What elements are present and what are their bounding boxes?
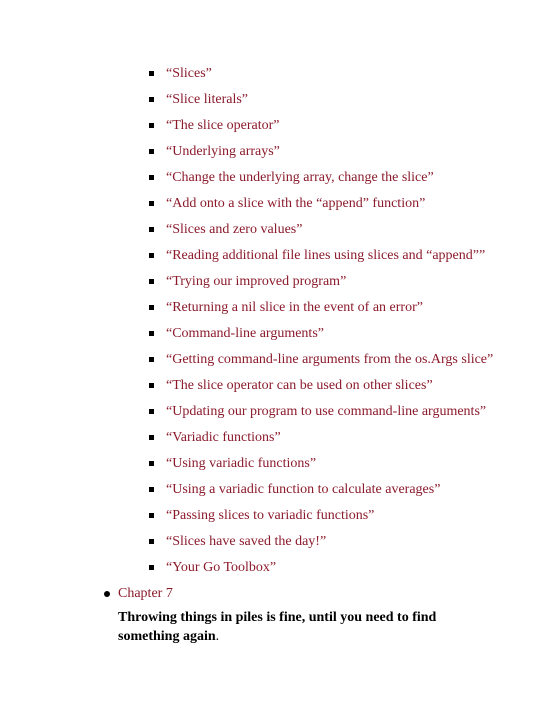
section-link[interactable]: “Change the underlying array, change the slice” xyxy=(166,170,434,185)
square-bullet-icon xyxy=(149,201,154,206)
section-item xyxy=(148,116,493,142)
section-item xyxy=(148,220,493,246)
section-item xyxy=(148,168,493,194)
section-item xyxy=(148,324,493,350)
square-bullet-icon xyxy=(149,539,154,544)
section-item xyxy=(148,532,493,558)
section-link[interactable]: “Using a variadic function to calculate averages” xyxy=(166,482,441,497)
square-bullet-icon xyxy=(149,565,154,570)
square-bullet-icon xyxy=(149,461,154,466)
section-link[interactable]: “The slice operator” xyxy=(166,118,280,133)
section-item xyxy=(148,194,493,220)
square-bullet-icon xyxy=(149,305,154,310)
square-bullet-icon xyxy=(149,487,154,492)
section-link[interactable]: “Underlying arrays” xyxy=(166,144,280,159)
chapter-tagline xyxy=(118,608,448,646)
section-item xyxy=(148,376,493,402)
section-item xyxy=(148,350,493,376)
section-item xyxy=(148,272,493,298)
square-bullet-icon xyxy=(149,513,154,518)
section-link[interactable]: “Slices and zero values” xyxy=(166,222,303,237)
bullet-icon xyxy=(104,591,110,597)
section-item xyxy=(148,142,493,168)
square-bullet-icon xyxy=(149,227,154,232)
section-link[interactable]: “Slice literals” xyxy=(166,92,249,107)
square-bullet-icon xyxy=(149,253,154,258)
square-bullet-icon xyxy=(149,175,154,180)
section-link[interactable]: “Reading additional file lines using slices and “append”” xyxy=(166,248,486,263)
section-item xyxy=(148,64,493,90)
chapter-link[interactable]: Chapter 7 xyxy=(118,586,173,601)
section-item xyxy=(148,90,493,116)
square-bullet-icon xyxy=(149,331,154,336)
section-link[interactable]: “Slices have saved the day!” xyxy=(166,534,327,549)
section-item xyxy=(148,454,493,480)
section-link[interactable]: “Slices” xyxy=(166,66,212,81)
section-item xyxy=(148,402,493,428)
section-item xyxy=(148,246,493,272)
section-link[interactable]: “Returning a nil slice in the event of an error” xyxy=(166,300,423,315)
section-link[interactable]: “Using variadic functions” xyxy=(166,456,317,471)
section-link[interactable]: “Trying our improved program” xyxy=(166,274,347,289)
section-list xyxy=(148,64,493,584)
section-item xyxy=(148,480,493,506)
square-bullet-icon xyxy=(149,435,154,440)
square-bullet-icon xyxy=(149,71,154,76)
square-bullet-icon xyxy=(149,97,154,102)
square-bullet-icon xyxy=(149,357,154,362)
section-link[interactable]: “Your Go Toolbox” xyxy=(166,560,277,575)
chapter-tagline-end: . xyxy=(215,629,220,644)
section-item xyxy=(148,558,493,584)
square-bullet-icon xyxy=(149,279,154,284)
section-item xyxy=(148,428,493,454)
section-link[interactable]: “Variadic functions” xyxy=(166,430,281,445)
section-link[interactable]: “Command-line arguments” xyxy=(166,326,324,341)
section-link[interactable]: “Passing slices to variadic functions” xyxy=(166,508,375,523)
square-bullet-icon xyxy=(149,123,154,128)
chapter-item xyxy=(104,584,173,604)
section-item xyxy=(148,506,493,532)
square-bullet-icon xyxy=(149,409,154,414)
section-item xyxy=(148,298,493,324)
section-link[interactable]: “Getting command-line arguments from the os.Args slice” xyxy=(166,352,494,367)
square-bullet-icon xyxy=(149,383,154,388)
section-link[interactable]: “Updating our program to use command-line arguments” xyxy=(166,404,487,419)
section-link[interactable]: “The slice operator can be used on other slices” xyxy=(166,378,433,393)
square-bullet-icon xyxy=(149,149,154,154)
chapter-tagline-bold: Throwing things in piles is fine, until you need to find something again xyxy=(118,610,437,644)
section-link[interactable]: “Add onto a slice with the “append” function” xyxy=(166,196,426,211)
